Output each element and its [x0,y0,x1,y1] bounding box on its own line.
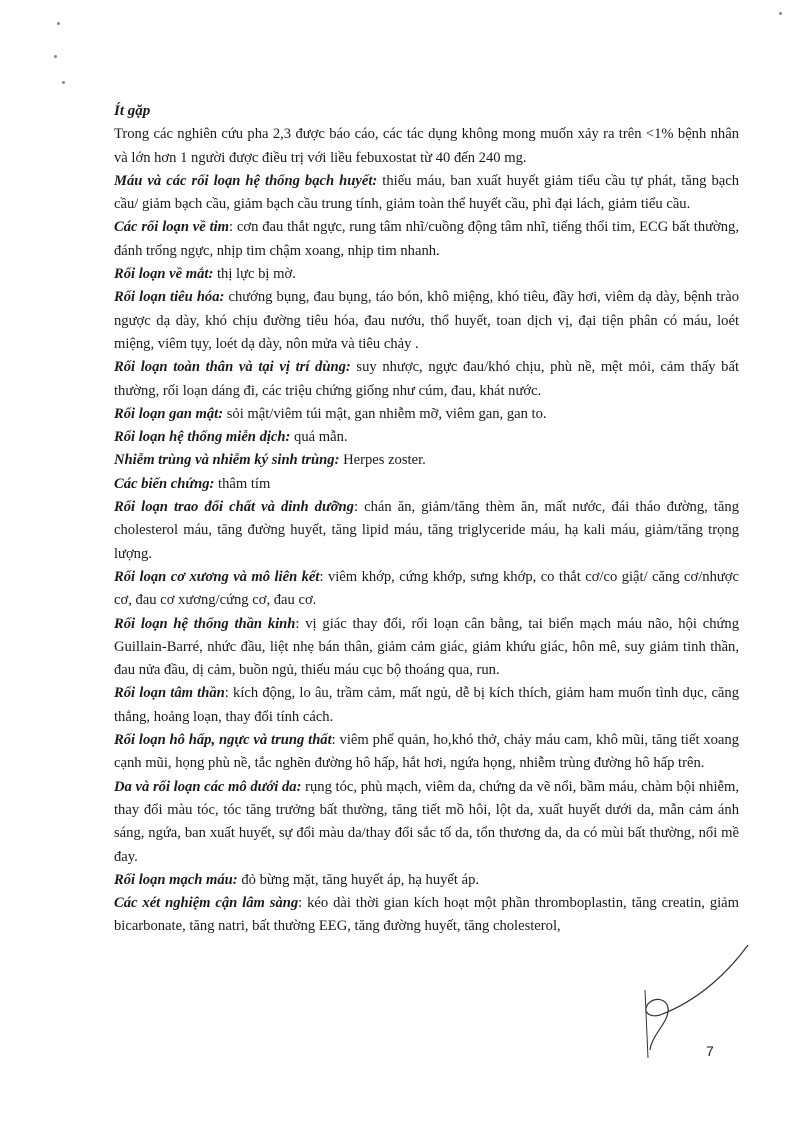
effect-description: rụng tóc, phù mạch, viêm da, chứng da vẽ nổi, bầm máu, chàm bội nhiễm, thay đổi màu tóc, tóc tăng trưởng bất thường, tăng tiết mồ hôi, lột da, xuất huyết dưới da, mẫn cảm ánh sáng, ngứa, ban xuất huyết, sự đổi màu da/thay đổi sắc tố da, tổn thương da, da có mùi bất thường, nổi mề đay. [114,778,739,865]
effect-entry [114,776,739,869]
effect-description: : kích động, lo âu, trầm cảm, mất ngủ, dễ bị kích thích, giảm ham muốn tình dục, căng thẳng, hoảng loạn, thay đổi tính cách. [114,685,739,725]
effect-category-label: Rối loạn tâm thần [114,685,225,702]
page-number: 7 [706,1043,714,1059]
effect-entry [114,613,739,683]
effect-category-label: Rối loạn mạch máu: [114,871,238,888]
effect-description: : kéo dài thời gian kích hoạt một phần thromboplastin, tăng creatin, giảm bicarbonate, tăng natri, bất thường EEG, tăng đường huyết, tăng cholesterol, [114,895,739,935]
effect-category-label: Rối loạn về mắt: [114,266,214,283]
effect-description: thâm tím [214,475,271,492]
effect-description: thiếu máu, ban xuất huyết giảm tiểu cầu tự phát, tăng bạch cầu/ giảm bạch cầu, giảm bạch cầu trung tính, giảm toàn thể huyết cầu, phì đại lách, giảm tiểu cầu. [114,172,739,213]
effect-category-label: Rối loạn tiêu hóa: [114,289,225,306]
effect-description: : cơn đau thắt ngực, rung tâm nhĩ/cuồng động tâm nhĩ, tiếng thổi tim, ECG bất thường, đánh trống ngực, nhịp tim chậm xoang, nhịp tim nhanh. [114,219,739,259]
effect-description: : viêm khớp, cứng khớp, sưng khớp, co thắt cơ/co giật/ căng cơ/nhược cơ, đau cơ xương/cứng cơ, đau cơ. [114,568,739,609]
effect-entry [114,170,739,217]
effect-entry [114,729,739,776]
effect-entry [114,869,739,892]
effect-category-label: Da và rối loạn các mô dưới da: [114,778,302,795]
effect-entry [114,286,739,356]
effect-category-label: Rối loạn cơ xương và mô liên kết [114,568,320,585]
effect-description: đỏ bừng mặt, tăng huyết áp, hạ huyết áp. [237,871,480,888]
effect-category-label: Nhiễm trùng và nhiễm ký sinh trùng: [114,452,340,469]
effect-entry [114,403,739,426]
effect-entry [114,263,739,286]
effect-entry [114,682,739,729]
scan-speck [779,12,782,15]
effect-category-label: Rối loạn gan mật: [114,405,224,422]
section-title: Ít gặp [114,103,151,119]
effect-category-label: Rối loạn hệ thống thần kinh [114,615,296,632]
effect-description: Herpes zoster. [339,452,426,469]
effect-description: suy nhược, ngực đau/khó chịu, phù nề, mệt mỏi, cảm thấy bất thường, rối loạn dáng đi, các triệu chứng giống như cúm, đau, khát nước. [114,359,739,399]
scan-speck [54,55,57,58]
effect-description: chướng bụng, đau bụng, táo bón, khô miệng, khó tiêu, đầy hơi, viêm dạ dày, bệnh trào ngược dạ dày, khó chịu đường tiêu hóa, đau nướu, thổ huyết, toan dịch vị, đại tiện phân có máu, loét miệng, viêm tụy, loét dạ dày, nôn mửa và tiêu chảy . [114,289,739,352]
effect-description: : viêm phế quản, ho,khó thở, chảy máu cam, khô mũi, tăng tiết xoang cạnh mũi, họng phù nề, tắc nghẽn đường hô hấp, hắt hơi, ngứa họng, nhiễm trùng đường hô hấp trên. [114,732,740,772]
effect-category-label: Máu và các rối loạn hệ thống bạch huyết: [114,172,378,189]
effect-entry [114,216,739,263]
effect-category-label: Rối loạn hệ thống miễn dịch: [114,429,291,446]
scan-speck [57,22,60,25]
signature-mark [630,940,760,1060]
effect-entry [114,496,739,566]
effect-entry [114,473,739,496]
document-body [114,100,739,939]
effect-description: sỏi mật/viêm túi mật, gan nhiễm mỡ, viêm gan, gan to. [223,405,547,422]
effect-entry [114,892,739,939]
effect-entry [114,566,739,613]
effect-category-label: Rối loạn trao đổi chất và dinh dưỡng [114,499,354,516]
effect-category-label: Rối loạn toàn thân và tại vị trí dùng: [114,359,351,376]
effect-category-label: Các biến chứng: [114,475,215,492]
effect-description: quá mẫn. [290,429,348,446]
effect-entry [114,426,739,449]
adverse-effects-list [114,170,739,939]
effect-description: thị lực bị mờ. [213,266,296,283]
effect-description: : chán ăn, giảm/tăng thèm ăn, mất nước, đái tháo đường, tăng cholesterol máu, tăng đường huyết, tăng lipid máu, tăng triglyceride máu, hạ kali máu, giảm/tăng trọng lượng. [114,499,739,562]
scan-speck [62,81,65,84]
effect-category-label: Các xét nghiệm cận lâm sàng [114,895,299,912]
effect-entry [114,449,739,472]
effect-category-label: Các rối loạn về tim [114,219,230,236]
effect-entry [114,356,739,403]
intro-paragraph: Trong các nghiên cứu pha 2,3 được báo cáo, các tác dụng không mong muốn xảy ra trên <1% bệnh nhân và lớn hơn 1 người được điều trị với liều febuxostat từ 40 đến 240 mg. [114,126,739,166]
effect-category-label: Rối loạn hô hấp, ngực và trung thất [114,732,332,749]
effect-description: : vị giác thay đổi, rối loạn cân bằng, tai biến mạch máu não, hội chứng Guillain-Barré, nhức đầu, liệt nhẹ bán thân, giảm cảm giác, giảm khứu giác, hôn mê, suy giảm tinh thần, đau nửa đầu, dị cảm, buồn ngủ, thiếu máu cục bộ thoáng qua, run. [114,615,739,679]
